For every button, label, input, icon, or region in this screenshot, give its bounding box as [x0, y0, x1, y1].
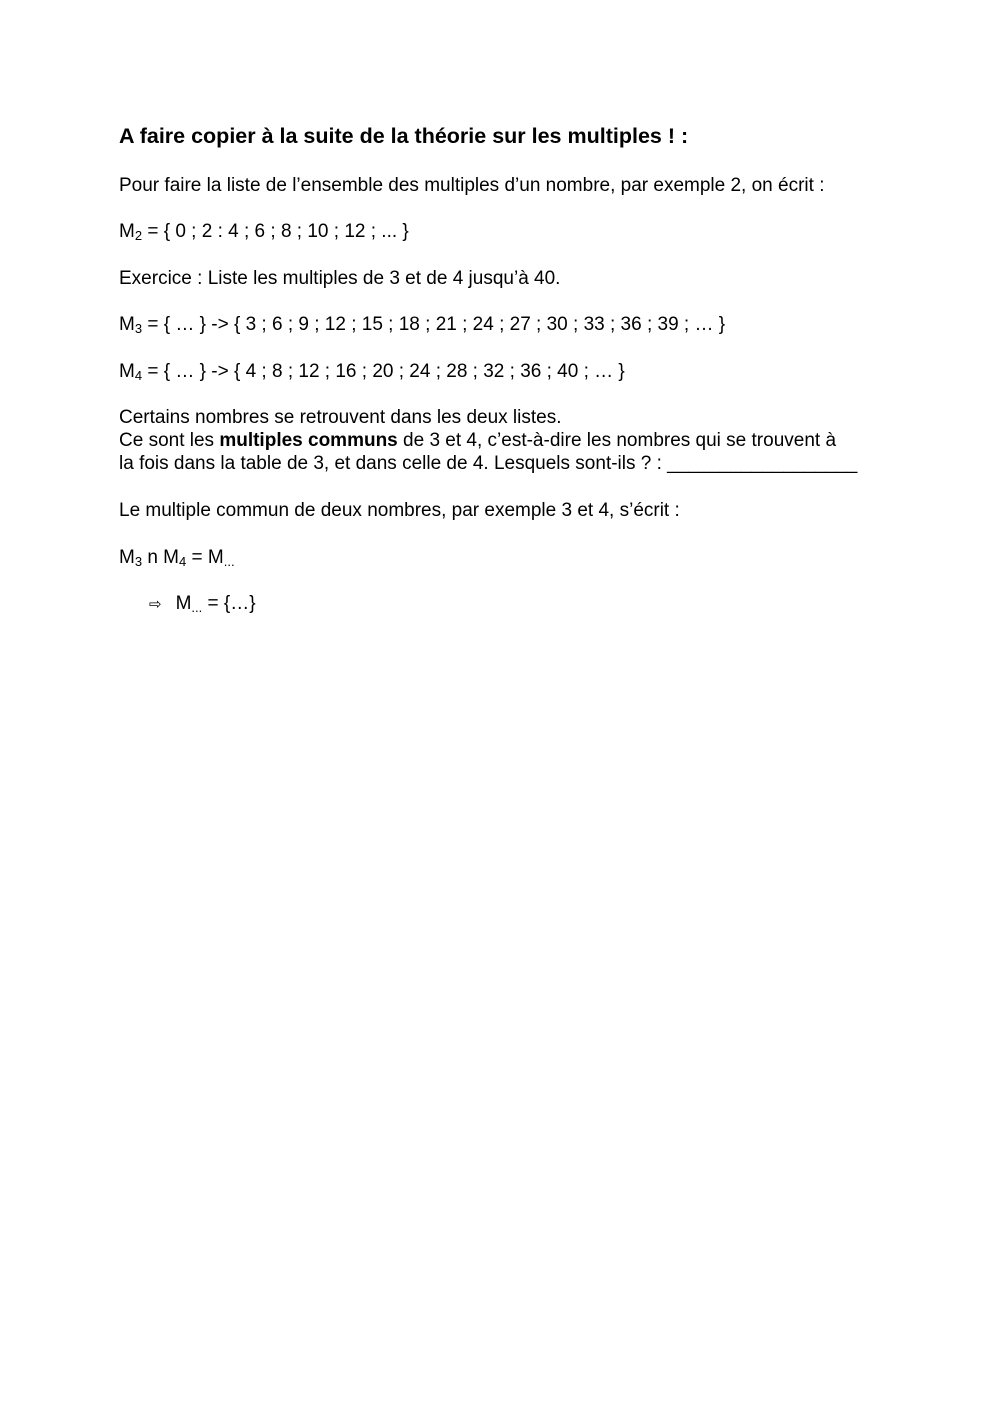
arrow-right-icon: ⇨ — [149, 595, 162, 613]
m4-subscript: 4 — [134, 368, 143, 383]
intro-paragraph: Pour faire la liste de l’ensemble des multiples d’un nombre, par exemple 2, on écrit : — [119, 175, 825, 196]
intersection-operator: n M — [142, 547, 180, 568]
result-line — [149, 592, 256, 616]
exercise-line: Exercice : Liste les multiples de 3 et de 4 jusqu’à 40. — [119, 268, 561, 289]
m2-values: = { 0 ; 2 : 4 ; 6 ; 8 ; 10 ; 12 ; ... } — [142, 221, 409, 242]
m3-values: = { … } -> { 3 ; 6 ; 9 ; 12 ; 15 ; 18 ; 21 ; 24 ; 27 ; 30 ; 33 ; 36 ; 39 ; … } — [142, 314, 726, 335]
m3-letter: M — [119, 314, 135, 335]
intersection-sub-dots: ... — [223, 554, 235, 569]
m4-letter: M — [119, 361, 135, 382]
m4-set-line — [119, 360, 625, 384]
intersection-sub-4: 4 — [179, 554, 187, 569]
m4-values: = { … } -> { 4 ; 8 ; 12 ; 16 ; 20 ; 24 ; 28 ; 32 ; 36 ; 40 ; … } — [142, 361, 625, 382]
intersection-equals: = M — [186, 547, 224, 568]
intersection-line — [119, 546, 235, 570]
result-m-letter: M — [175, 593, 192, 614]
common-line-2 — [119, 429, 836, 453]
common-line-2-end: de 3 et 4, c’est-à-dire les nombres qui se trouvent à — [397, 430, 837, 451]
notation-line: Le multiple commun de deux nombres, par exemple 3 et 4, s’écrit : — [119, 500, 680, 521]
common-line-1: Certains nombres se retrouvent dans les deux listes. — [119, 407, 562, 428]
m2-letter: M — [119, 221, 135, 242]
intersection-sub-3: 3 — [134, 554, 143, 569]
common-line-3: la fois dans la table de 3, et dans celle de 4. Lesquels sont-ils ? : __________________ — [119, 453, 858, 474]
page-title: A faire copier à la suite de la théorie sur les multiples ! : — [119, 124, 689, 148]
m3-subscript: 3 — [134, 321, 143, 336]
common-line-2-start: Ce sont les — [119, 430, 220, 451]
result-sub-dots: ... — [191, 600, 203, 615]
intersection-m3-letter: M — [119, 547, 135, 568]
common-multiples-term: multiples communs — [219, 430, 398, 451]
m3-set-line — [119, 313, 725, 337]
result-set: = {…} — [202, 593, 256, 614]
m2-set-line — [119, 220, 409, 244]
m2-subscript: 2 — [134, 228, 143, 243]
